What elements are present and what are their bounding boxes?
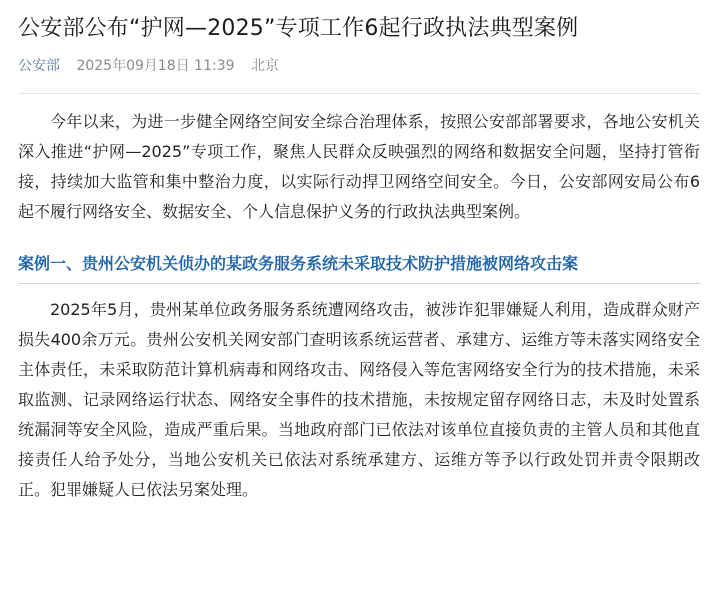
intro-paragraph: 今年以来，为进一步健全网络空间安全综合治理体系，按照公安部部署要求，各地公安机关深入推进“护网—2025”专项工作，聚焦人民群众反映强烈的网络和数据安全问题，坚持打管衔接，持续加大监管和集中整治力度，以实际行动捍卫网络空间安全。今日，公安部网安局公布6起不履行网络安全、数据安全、个人信息保护义务的行政执法典型案例。 bbox=[18, 112, 700, 221]
article-location: 北京 bbox=[250, 58, 279, 74]
case-heading-rule bbox=[18, 283, 700, 284]
case-one-paragraph: 2025年5月，贵州某单位政务服务系统遭网络攻击，被涉诈犯罪嫌疑人利用，造成群众财产损失400余万元。贵州公安机关网安部门查明该系统运营者、承建方、运维方等未落实网络安全主体责任，未采取防范计算机病毒和网络攻击、网络侵入等危害网络安全行为的技术措施，未采取监测、记录网络运行状态、网络安全事件的技术措施，未按规定留存网络日志，未及时处置系统漏洞等安全风险，造成严重后果。当地政府部门已依法对该单位直接负责的主管人员和其他直接责任人给予处分，当地公安机关已依法对系统承建方、运维方等予以行政处罚并责令限期改正。犯罪嫌疑人已依法另案处理。 bbox=[18, 300, 700, 499]
article-title: 公安部公布“护网—2025”专项工作6起行政执法典型案例 bbox=[18, 16, 579, 41]
case-one-heading: 案例一、贵州公安机关侦办的某政务服务系统未采取技术防护措施被网络攻击案 bbox=[18, 254, 579, 273]
article-datetime: 2025年09月18日 11:39 bbox=[76, 58, 235, 74]
article-meta bbox=[18, 56, 700, 76]
meta-divider bbox=[18, 93, 700, 94]
article-source-link[interactable]: 公安部 bbox=[18, 58, 60, 74]
